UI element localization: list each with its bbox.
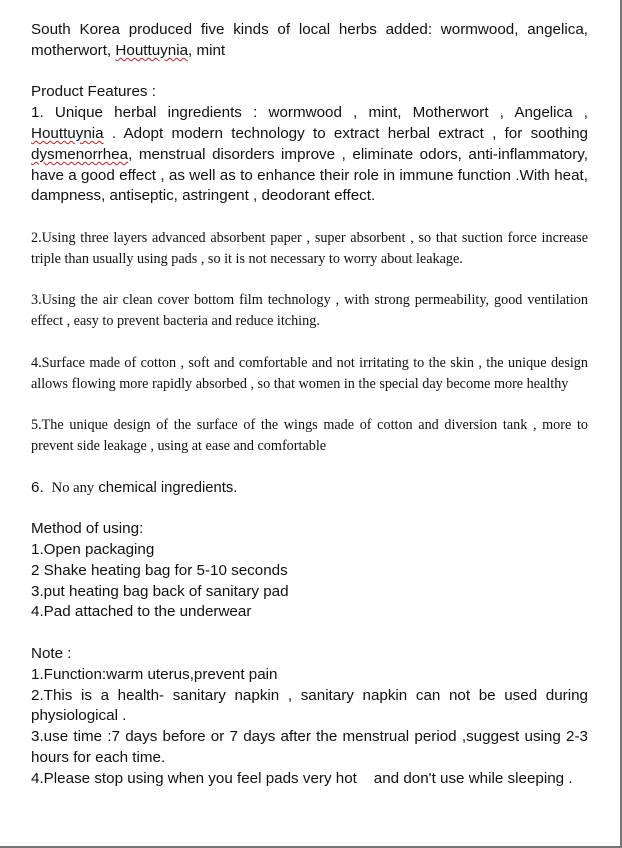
feature-1-text-end: , menstrual disorders improve , eliminate odors, anti-inflammatory, have a good effect , as well as to enhance their role in immune function .With heat, dampness, antiseptic, astringent , deodorant effect. (31, 145, 588, 205)
features-heading: Product Features : (31, 83, 156, 101)
intro-paragraph (31, 20, 588, 62)
feature-item-5: 5.The unique design of the surface of the wings made of cotton and diversion tank , more to prevent side leakage , using at ease and comfortable (31, 417, 588, 454)
feature-1-text: 1. Unique herbal ingredients : wormwood , mint, Motherwort , Angelica , (31, 104, 588, 122)
document-body (31, 20, 588, 789)
intro-text-end: , mint (188, 41, 226, 59)
feature-item-1 (31, 103, 588, 207)
method-step: 2 Shake heating bag for 5-10 seconds (31, 561, 288, 579)
method-heading: Method of using: (31, 520, 144, 538)
note-item: 4.Please stop using when you feel pads very hot and don't use while sleeping . (31, 769, 573, 787)
feature-6-number: 6. (31, 478, 44, 496)
note-item: 1.Function:warm uterus,prevent pain (31, 665, 278, 683)
feature-6-lead: No any (51, 479, 95, 496)
spellcheck-word: dysmenorrhea (31, 145, 129, 163)
method-step: 4.Pad attached to the underwear (31, 603, 252, 621)
note-item: 2.This is a health- sanitary napkin , sanitary napkin can not be used during physiological . (31, 686, 588, 725)
feature-item-2: 2.Using three layers advanced absorbent paper , super absorbent , so that suction force increase triple than usually using pads , so it is not necessary to worry about leakage. (31, 229, 588, 267)
method-step: 3.put heating bag back of sanitary pad (31, 582, 289, 600)
method-step: 1.Open packaging (31, 540, 155, 558)
spellcheck-word: Houttuynia (115, 41, 189, 59)
note-heading: Note : (31, 644, 72, 662)
spellcheck-word: Houttuynia (31, 124, 104, 142)
feature-6-rest: chemical ingredients. (94, 479, 238, 496)
feature-item-4: 4.Surface made of cotton , soft and comfortable and not irritating to the skin , the unique design allows flowing more rapidly absorbed , so that women in the special day become more healthy (31, 354, 588, 392)
feature-item-6 (31, 478, 588, 499)
intro-text: South Korea produced five kinds of local herbs added: wormwood, angelica, motherwort, (31, 21, 588, 59)
feature-1-text-mid: . Adopt modern technology to extract herbal extract , for soothing (103, 124, 588, 142)
feature-item-3: 3.Using the air clean cover bottom film technology , with strong permeability, good ventilation effect , easy to prevent bacteria and reduce itching. (31, 292, 588, 330)
note-item: 3.use time :7 days before or 7 days after the menstrual period ,suggest using 2-3 hours for each time. (31, 728, 588, 766)
